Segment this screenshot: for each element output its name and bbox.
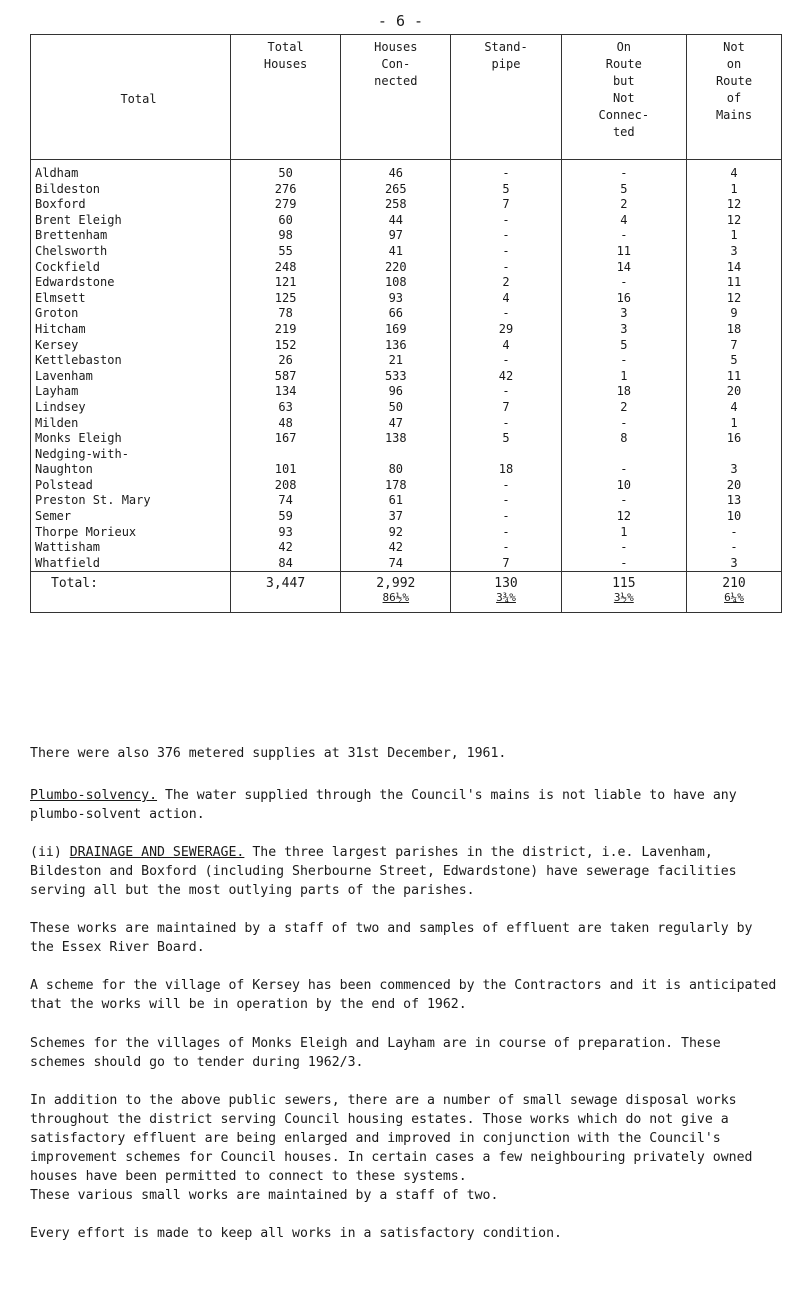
cell-standpipe: - [451,525,561,541]
cell-not-on-route: 3 [687,556,782,572]
table-header [31,35,782,160]
parish-name: Hitcham [31,322,231,338]
cell-connected: 44 [341,213,451,229]
table-row [31,275,782,291]
parish-name: Monks Eleigh [31,431,231,447]
cell-connected: 21 [341,353,451,369]
column-header [31,35,231,160]
parish-name: Chelsworth [31,244,231,260]
table-row [31,353,782,369]
cell-connected: 138 [341,431,451,447]
cell-on-route: 11 [561,244,686,260]
cell-standpipe: 18 [451,462,561,478]
small-works-paragraph: In addition to the above public sewers, there are a number of small sewage disposal works throughout the district serving Council housing estates. Those works which do not give a satisfactory effluent are being enlarged and improved in conjunction with the Council's improvement schemes for Council houses. In certain cases a few neighbouring privately owned houses have been permitted to connect to these systems. [30,1093,753,1184]
table-row [31,462,782,478]
drainage-body: The three largest parishes in the district, i.e. Lavenham, Bildeston and Boxford (including Sherbourne Street, Edwardstone) have sewerage facilities serving all but the most outlying parts of the parishes. [30,845,737,898]
cell-connected: 533 [341,369,451,385]
cell-not-on-route: - [687,525,782,541]
cell-total: 63 [231,400,341,416]
cell-total: 587 [231,369,341,385]
column-header-line: nected [374,74,418,88]
cell-standpipe: - [451,493,561,509]
cell-total: 125 [231,291,341,307]
column-header-line: On [616,40,632,54]
cell-not-on-route: 12 [687,197,782,213]
plumbo-solvency-body: The water supplied through the Council's mains is not liable to have any plumbo-solvent action. [30,788,737,822]
column-header-line: of [726,91,742,105]
cell-connected: 66 [341,306,451,322]
table-row [31,400,782,416]
column-header-line: Not [723,40,745,54]
cell-standpipe: 5 [451,182,561,198]
cell-on-route: 14 [561,260,686,276]
cell-total: 152 [231,338,341,354]
parish-name: Brettenham [31,228,231,244]
various-works-paragraph: These various small works are maintained by a staff of two. [30,1188,499,1203]
column-header-line: Houses [374,40,418,54]
cell-not-on-route: 1 [687,416,782,432]
cell-total: 219 [231,322,341,338]
kersey-paragraph: A scheme for the village of Kersey has been commenced by the Contractors and it is anticipated that the works will be in operation by the end of 1962. [30,978,777,1012]
parish-name: Milden [31,416,231,432]
cell-standpipe [451,447,561,463]
cell-connected: 220 [341,260,451,276]
cell-total: 74 [231,493,341,509]
cell-total: 84 [231,556,341,572]
cell-total: 276 [231,182,341,198]
totals-standpipe-pct: 3¾% [496,591,516,605]
cell-standpipe: 7 [451,556,561,572]
cell-on-route: 2 [561,400,686,416]
column-header-line: ted [612,125,635,139]
column-header-line: Total [120,91,157,106]
cell-on-route [561,447,686,463]
cell-total: 42 [231,540,341,556]
column-header [341,35,451,160]
cell-not-on-route: 12 [687,291,782,307]
cell-standpipe: - [451,353,561,369]
column-header [561,35,686,160]
totals-on-route: 115 3½% [561,572,686,613]
drainage-heading: DRAINAGE AND SEWERAGE. [69,845,245,860]
cell-connected: 41 [341,244,451,260]
parish-name: Groton [31,306,231,322]
cell-not-on-route: 12 [687,213,782,229]
cell-connected: 265 [341,182,451,198]
cell-standpipe: 4 [451,291,561,307]
parish-name: Semer [31,509,231,525]
cell-on-route: 1 [561,525,686,541]
table-row [31,384,782,400]
cell-on-route: 18 [561,384,686,400]
cell-connected: 80 [341,462,451,478]
cell-standpipe: 2 [451,275,561,291]
parish-name: Bildeston [31,182,231,198]
totals-standpipe: 130 3¾% [451,572,561,613]
totals-not-on-route: 210 6¼% [687,572,782,613]
cell-connected: 169 [341,322,451,338]
cell-not-on-route: 3 [687,244,782,260]
totals-label: Total: [31,572,231,613]
table-row [31,322,782,338]
cell-on-route: 2 [561,197,686,213]
cell-standpipe: - [451,213,561,229]
parish-name: Brent Eleigh [31,213,231,229]
cell-not-on-route: 18 [687,322,782,338]
cell-standpipe: - [451,260,561,276]
table-row [31,213,782,229]
cell-connected: 96 [341,384,451,400]
parish-name: Aldham [31,160,231,182]
cell-on-route: - [561,540,686,556]
cell-total: 248 [231,260,341,276]
drainage-paragraph [30,843,782,900]
cell-on-route: - [561,416,686,432]
table-row [31,478,782,494]
totals-connected-pct: 86½% [382,591,410,605]
cell-standpipe: - [451,228,561,244]
schemes-paragraph: Schemes for the villages of Monks Eleigh and Layham are in course of preparation. These schemes should go to tender during 1962/3. [30,1036,721,1070]
column-header-line: Mains [715,108,753,122]
cell-on-route: 1 [561,369,686,385]
cell-total: 134 [231,384,341,400]
cell-connected: 50 [341,400,451,416]
cell-not-on-route [687,447,782,463]
parish-name: Lindsey [31,400,231,416]
cell-connected: 136 [341,338,451,354]
parish-name: Thorpe Morieux [31,525,231,541]
table-row [31,540,782,556]
parish-name: Whatfield [31,556,231,572]
cell-standpipe: 4 [451,338,561,354]
cell-standpipe: 29 [451,322,561,338]
parish-name: Nedging-with- [31,447,231,463]
table-row [31,525,782,541]
table-row [31,306,782,322]
cell-standpipe: 7 [451,197,561,213]
maintenance-paragraph: These works are maintained by a staff of two and samples of effluent are taken regularly by the Essex River Board. [30,921,753,955]
cell-connected: 46 [341,160,451,182]
cell-total: 208 [231,478,341,494]
parish-name: Preston St. Mary [31,493,231,509]
parish-name: Cockfield [31,260,231,276]
cell-on-route: - [561,228,686,244]
table-row [31,369,782,385]
cell-connected [341,447,451,463]
table-row [31,509,782,525]
cell-connected: 108 [341,275,451,291]
table-row [31,244,782,260]
cell-not-on-route: 14 [687,260,782,276]
table-body [31,160,782,572]
cell-not-on-route: 9 [687,306,782,322]
table-row [31,197,782,213]
cell-total: 60 [231,213,341,229]
cell-connected: 97 [341,228,451,244]
parish-name: Layham [31,384,231,400]
cell-connected: 178 [341,478,451,494]
parish-name: Lavenham [31,369,231,385]
cell-on-route: - [561,556,686,572]
table-row [31,447,782,463]
cell-not-on-route: 10 [687,509,782,525]
parish-name: Wattisham [31,540,231,556]
cell-total: 101 [231,462,341,478]
parish-name: Elmsett [31,291,231,307]
cell-on-route: 5 [561,338,686,354]
column-header-line: Houses [263,57,308,71]
metered-supplies-note: There were also 376 metered supplies at 31st December, 1961. [30,746,507,761]
table-totals [31,572,782,613]
totals-connected: 2,992 86½% [341,572,451,613]
water-supply-table [30,34,782,613]
cell-on-route: 3 [561,322,686,338]
cell-standpipe: - [451,244,561,260]
plumbo-solvency-paragraph [30,786,782,824]
parish-name: Kersey [31,338,231,354]
column-header [231,35,341,160]
column-header-line: Connec- [598,108,650,122]
cell-standpipe: - [451,416,561,432]
cell-on-route: - [561,275,686,291]
cell-connected: 47 [341,416,451,432]
cell-not-on-route: 3 [687,462,782,478]
table-row [31,291,782,307]
drainage-prefix: (ii) [30,845,70,860]
cell-total: 121 [231,275,341,291]
parish-name: Naughton [31,462,231,478]
column-header-line: pipe [491,57,521,71]
column-header-line: Con- [381,57,411,71]
header-row [31,35,782,160]
cell-standpipe: - [451,478,561,494]
cell-total: 78 [231,306,341,322]
page-number: - 6 - [377,12,424,30]
cell-not-on-route: 1 [687,182,782,198]
plumbo-solvency-heading: Plumbo-solvency. [30,788,158,803]
column-header [687,35,782,160]
cell-not-on-route: 11 [687,369,782,385]
effort-paragraph: Every effort is made to keep all works in a satisfactory condition. [30,1226,562,1241]
cell-on-route: 4 [561,213,686,229]
cell-on-route: - [561,160,686,182]
cell-total: 59 [231,509,341,525]
cell-standpipe: - [451,160,561,182]
table-row [31,431,782,447]
cell-on-route: - [561,353,686,369]
cell-standpipe: - [451,306,561,322]
totals-total-houses: 3,447 [231,572,341,613]
cell-not-on-route: 16 [687,431,782,447]
cell-connected: 258 [341,197,451,213]
table-row [31,416,782,432]
cell-connected: 42 [341,540,451,556]
cell-standpipe: - [451,540,561,556]
cell-connected: 61 [341,493,451,509]
cell-standpipe: 42 [451,369,561,385]
column-header [451,35,561,160]
totals-not-on-route-pct: 6¼% [724,591,744,605]
cell-total [231,447,341,463]
cell-not-on-route: 13 [687,493,782,509]
cell-on-route: 5 [561,182,686,198]
column-header-line: Stand- [484,40,528,54]
cell-on-route: - [561,462,686,478]
column-header-line: Route [605,57,642,71]
cell-not-on-route: 20 [687,478,782,494]
parish-name: Boxford [31,197,231,213]
cell-on-route: 3 [561,306,686,322]
cell-standpipe: - [451,509,561,525]
cell-connected: 92 [341,525,451,541]
cell-total: 93 [231,525,341,541]
cell-total: 98 [231,228,341,244]
table-row [31,338,782,354]
cell-not-on-route: 4 [687,400,782,416]
cell-total: 167 [231,431,341,447]
table-row [31,182,782,198]
table-row [31,493,782,509]
cell-not-on-route: 20 [687,384,782,400]
cell-not-on-route: 5 [687,353,782,369]
totals-row [31,572,782,613]
parish-name: Polstead [31,478,231,494]
column-header-line: Total [267,40,304,54]
cell-standpipe: - [451,384,561,400]
cell-connected: 37 [341,509,451,525]
cell-standpipe: 7 [451,400,561,416]
cell-not-on-route: 4 [687,160,782,182]
cell-not-on-route: 7 [687,338,782,354]
cell-on-route: 12 [561,509,686,525]
cell-total: 279 [231,197,341,213]
column-header-line: Route [715,74,753,88]
parish-name: Edwardstone [31,275,231,291]
cell-standpipe: 5 [451,431,561,447]
table-row [31,160,782,182]
cell-not-on-route: 1 [687,228,782,244]
column-header-line: but [612,74,635,88]
cell-total: 48 [231,416,341,432]
cell-on-route: 10 [561,478,686,494]
cell-total: 55 [231,244,341,260]
cell-total: 26 [231,353,341,369]
cell-on-route: 8 [561,431,686,447]
cell-total: 50 [231,160,341,182]
table-row [31,228,782,244]
cell-not-on-route: - [687,540,782,556]
parish-name: Kettlebaston [31,353,231,369]
totals-on-route-pct: 3½% [613,591,634,605]
column-header-line: Not [612,91,635,105]
table-row [31,260,782,276]
cell-on-route: 16 [561,291,686,307]
cell-on-route: - [561,493,686,509]
cell-not-on-route: 11 [687,275,782,291]
column-header-line: on [726,57,742,71]
table-row [31,556,782,572]
cell-connected: 74 [341,556,451,572]
cell-connected: 93 [341,291,451,307]
